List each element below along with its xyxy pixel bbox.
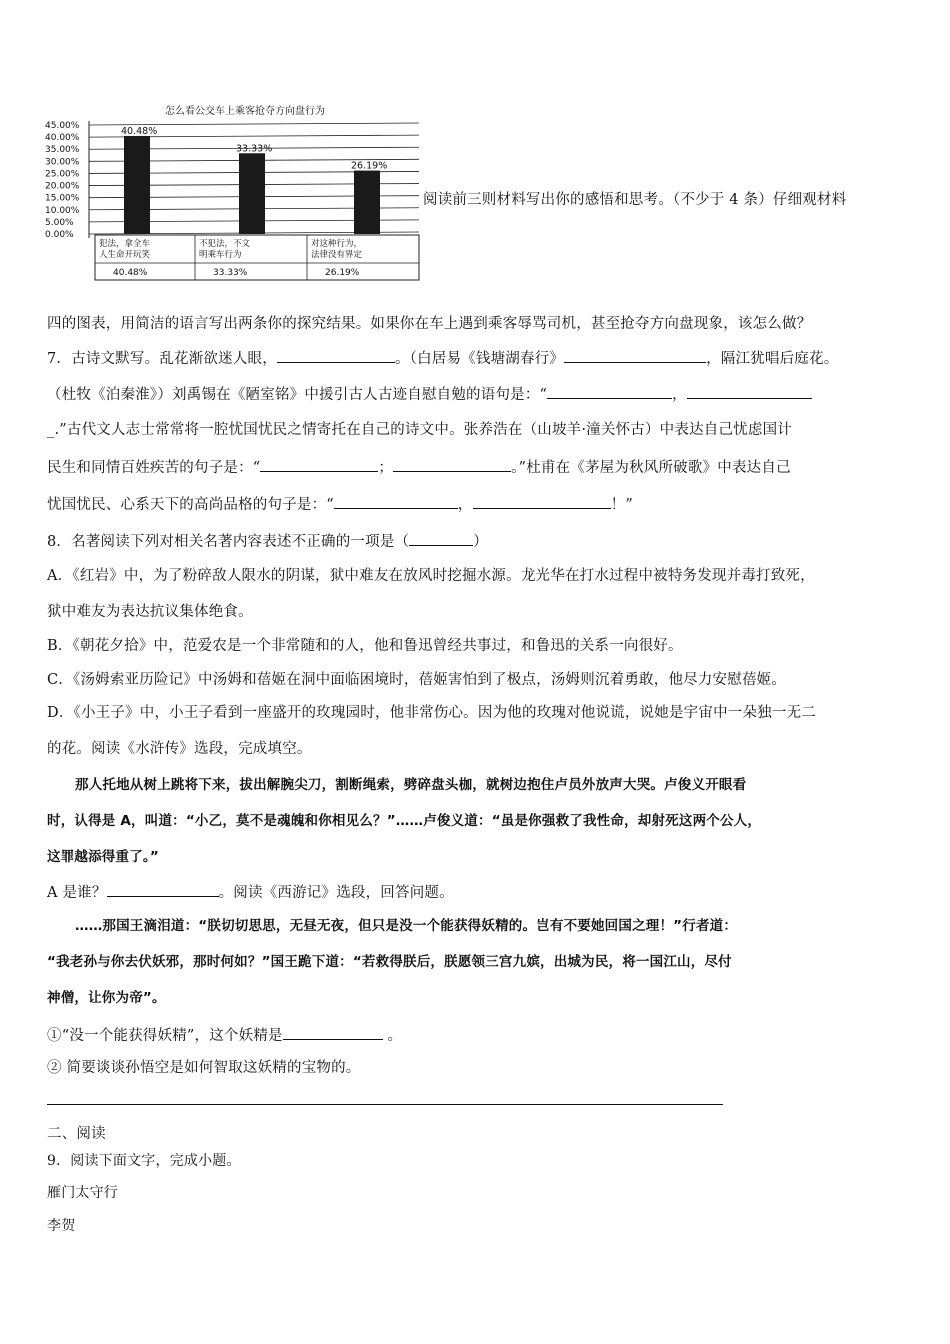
- text-line: [47, 493, 913, 515]
- answer-blank[interactable]: [334, 493, 458, 509]
- excerpt-line: 神僧，让你为帝”。: [47, 990, 166, 1006]
- text: ，: [457, 497, 473, 513]
- text-line: [47, 383, 913, 405]
- option-b: B．《朝花夕拾》中，范爱农是一个非常随和的人，他和鲁迅曾经共事过，和鲁迅的关系一向很好。: [47, 638, 683, 654]
- question-a: [47, 881, 913, 903]
- option-a: A．《红岩》中，为了粉碎敌人限水的阴谋，狱中难友在放风时挖掘水源。龙光华在打水过程中被特务发现并毒打致死，: [47, 568, 815, 584]
- data-label: 26.19%: [351, 160, 388, 172]
- y-tick-label: 10.00%: [45, 205, 80, 216]
- text-line: [47, 456, 913, 478]
- answer-blank[interactable]: [473, 493, 611, 509]
- gridline: [89, 123, 419, 125]
- poem-title: 雁门太守行: [47, 1185, 118, 1201]
- text-line: 阅读前三则材料写出你的感悟和思考。（不少于 4 条）仔细观材料: [423, 192, 847, 208]
- chart-title: 怎么看公交车上乘客抢夺方向盘行为: [165, 106, 325, 117]
- excerpt-line: 时，认得是 A，叫道：“小乙，莫不是魂魄和你相见么？”……卢俊义道：“虽是你强救了我性命，却射死这两个公人，: [47, 813, 762, 829]
- text-line: 的花。阅读《水浒传》选段，完成填空。: [47, 741, 312, 757]
- text: 。（白居易《钱塘湖春行》: [394, 351, 565, 367]
- text: 8．名著阅读下列对相关名著内容表述不正确的一项是（: [47, 534, 410, 550]
- bar: [124, 136, 150, 234]
- bar: [239, 153, 265, 234]
- option-d: D．《小王子》中，小王子看到一座盛开的玫瑰园时，他非常伤心。因为他的玫瑰对他说谎，说她是宇宙中一朵独一无二: [47, 705, 816, 721]
- text: 。阅读《西游记》选段，回答问题。: [218, 885, 454, 901]
- text: ①“没一个能获得妖精”，这个妖精是: [47, 1028, 283, 1044]
- sub-question-2: ② 简要谈谈孙悟空是如何智取这妖精的宝物的。: [47, 1060, 361, 1076]
- y-tick-label: 30.00%: [45, 157, 80, 168]
- text: 。”杜甫在《茅屋为秋风所破歌》中表达自己: [511, 460, 791, 476]
- text: 民生和同情百姓疾苦的句子是：“: [47, 460, 261, 476]
- text-line: 四的图表，用简洁的语言写出两条你的探究结果。如果你在车上遇到乘客辱骂司机，甚至抢夺方向盘现象，该怎么做？: [47, 316, 812, 332]
- excerpt-line: 这罪越添得重了。”: [47, 849, 159, 865]
- data-label: 33.33%: [236, 143, 273, 155]
- bar-chart: [45, 100, 423, 285]
- sub-question-1: [47, 1024, 913, 1046]
- bar: [354, 171, 380, 234]
- answer-blank[interactable]: [283, 1024, 383, 1040]
- y-tick-label: 0.00%: [45, 230, 74, 240]
- excerpt-line: “我老孙与你去伏妖邪，那时何如？”国王跪下道：“若救得朕后，朕愿领三宫九嫔，出城为民，将一国江山，尽付: [47, 954, 732, 970]
- question-8: [47, 530, 913, 552]
- question-9: 9．阅读下面文字，完成小题。: [47, 1153, 241, 1169]
- text: 忧国忧民、心系天下的高尚品格的句子是：“: [47, 497, 334, 513]
- answer-blank[interactable]: [564, 347, 706, 363]
- poem-author: 李贺: [47, 1218, 76, 1234]
- text: ）: [473, 534, 488, 550]
- chart-y-ticks: [45, 121, 80, 240]
- y-tick-label: 35.00%: [45, 145, 80, 156]
- y-tick-label: 25.00%: [45, 169, 80, 180]
- table-value: 40.48%: [113, 268, 148, 278]
- text: （杜牧《泊秦淮》）刘禹锡在《陋室铭》中援引古人古迹自慰自勉的语句是：“: [47, 387, 548, 403]
- answer-blank[interactable]: [260, 456, 378, 472]
- chart-svg: [45, 100, 423, 285]
- question-7: [47, 347, 913, 369]
- text: 7．古诗文默写。乱花渐欲迷人眼，: [47, 351, 277, 367]
- text-line: 狱中难友为表达抗议集体绝食。: [47, 604, 253, 620]
- y-tick-label: 15.00%: [45, 193, 80, 204]
- y-tick-label: 45.00%: [45, 121, 80, 131]
- answer-line[interactable]: [47, 1104, 723, 1105]
- excerpt-line: 那人托地从树上跳将下来，拔出解腕尖刀，割断绳索，劈碎盘头枷，就树边抱住卢员外放声大哭。卢俊义开眼看: [75, 777, 747, 793]
- text: ，隔江犹唱后庭花。: [706, 351, 839, 367]
- y-tick-label: 40.00%: [45, 133, 80, 144]
- answer-blank[interactable]: [409, 530, 473, 546]
- table-category: 不犯法，不文明乘车行为: [199, 239, 251, 260]
- text-line: _.”古代文人志士常常将一腔忧国忧民之情寄托在自己的诗文中。张养浩在（山坡羊·潼关怀古）中表达自己忧虑国计: [47, 422, 792, 438]
- text: A 是谁？: [47, 885, 107, 901]
- table-value: 33.33%: [213, 268, 248, 278]
- option-c: C．《汤姆索亚历险记》中汤姆和蓓姬在洞中面临困境时，蓓姬害怕到了极点，汤姆则沉着勇敢，他尽力安慰蓓姬。: [47, 672, 787, 688]
- chart-table: [95, 235, 419, 280]
- text: ；: [378, 460, 394, 476]
- answer-blank[interactable]: [687, 383, 812, 399]
- y-tick-label: 5.00%: [45, 217, 74, 228]
- table-category: 犯法，拿全车人生命开玩笑: [99, 239, 151, 260]
- excerpt-line: ……那国王滴泪道：“朕切切思思，无昼无夜，但只是没一个能获得妖精的。岂有不要她回国之理！”行者道：: [75, 918, 738, 934]
- answer-blank[interactable]: [277, 347, 395, 363]
- y-tick-label: 20.00%: [45, 181, 80, 192]
- text: 。: [387, 1028, 403, 1044]
- section-heading: 二、阅读: [47, 1126, 106, 1142]
- data-label: 40.48%: [121, 125, 158, 137]
- text: ，: [672, 387, 687, 403]
- answer-blank[interactable]: [547, 383, 672, 399]
- text: ！”: [610, 497, 633, 513]
- table-category: 对这种行为，法律没有界定: [311, 239, 363, 260]
- table-value: 26.19%: [325, 268, 360, 278]
- answer-blank[interactable]: [393, 456, 511, 472]
- answer-blank[interactable]: [107, 881, 219, 897]
